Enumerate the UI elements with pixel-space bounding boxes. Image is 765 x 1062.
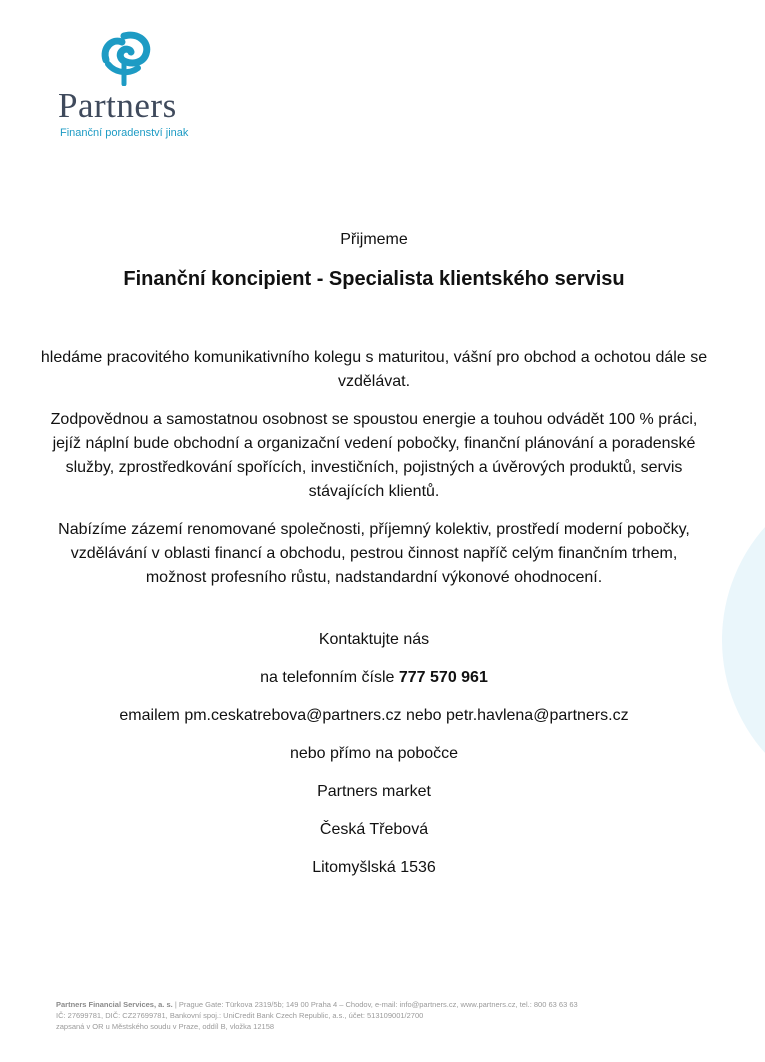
branch-name: Partners market — [317, 783, 431, 800]
email-line: emailem pm.ceskatrebova@partners.cz nebo petr.havlena@partners.cz — [119, 707, 629, 724]
phone-number: 777 570 961 — [398, 669, 488, 686]
phone-prefix: na telefonním čísle — [260, 669, 395, 686]
company-footer — [56, 999, 716, 1032]
footer-line-3: zapsaná v OR u Městského soudu v Praze, oddíl B, vložka 12158 — [56, 1022, 275, 1031]
contact-heading: Kontaktujte nás — [318, 631, 430, 648]
paragraph-responsibilities: Zodpovědnou a samostatnou osobnost se spoustou energie a touhou odvádět 100 % práci, jejíž náplní bude obchodní a organizační vedení pobočky, finanční plánování a poradenské služby, zprostředkování spořících, investičních, pojistných a úvěrových produktů, servis stávajících klientů. — [50, 411, 698, 500]
phone-line — [40, 666, 708, 690]
footer-company: Partners Financial Services, a. s. — [56, 1000, 173, 1009]
partners-logo — [58, 30, 198, 140]
brand-name: Partners — [58, 86, 177, 125]
footer-address: | Prague Gate: Türkova 2319/5b; 149 00 Praha 4 – Chodov, e-mail: info@partners.cz, www.partners.cz, tel.: 800 63 63 63 — [174, 1000, 578, 1009]
footer-line-1 — [56, 999, 716, 1010]
lead-text: Přijmeme — [340, 231, 408, 248]
decorative-circle — [722, 470, 765, 810]
branch-street: Litomyšlská 1536 — [312, 859, 436, 876]
leaf-e-logo-icon — [94, 30, 158, 86]
job-title: Finanční koncipient - Specialista klientského servisu — [123, 268, 625, 290]
branch-city: Česká Třebová — [319, 821, 429, 838]
footer-line-2: IČ: 27699781, DIČ: CZ27699781, Bankovní spoj.: UniCredit Bank Czech Republic, a.s., účet: 513109001/2700 — [56, 1011, 424, 1020]
paragraph-offer: Nabízíme zázemí renomované společnosti, příjemný kolektiv, prostředí moderní pobočky, vzdělávání v oblasti financí a obchodu, pestrou činnost napříč celým finančním trhem, možnost profesního růstu, nadstandardní výkonové ohodnocení. — [58, 521, 690, 586]
brand-tagline: Finanční poradenství jinak — [60, 127, 189, 139]
branch-intro: nebo přímo na pobočce — [289, 745, 459, 762]
paragraph-intro: hledáme pracovitého komunikativního kolegu s maturitou, vášní pro obchod a ochotou dále se vzdělávat. — [40, 349, 708, 390]
